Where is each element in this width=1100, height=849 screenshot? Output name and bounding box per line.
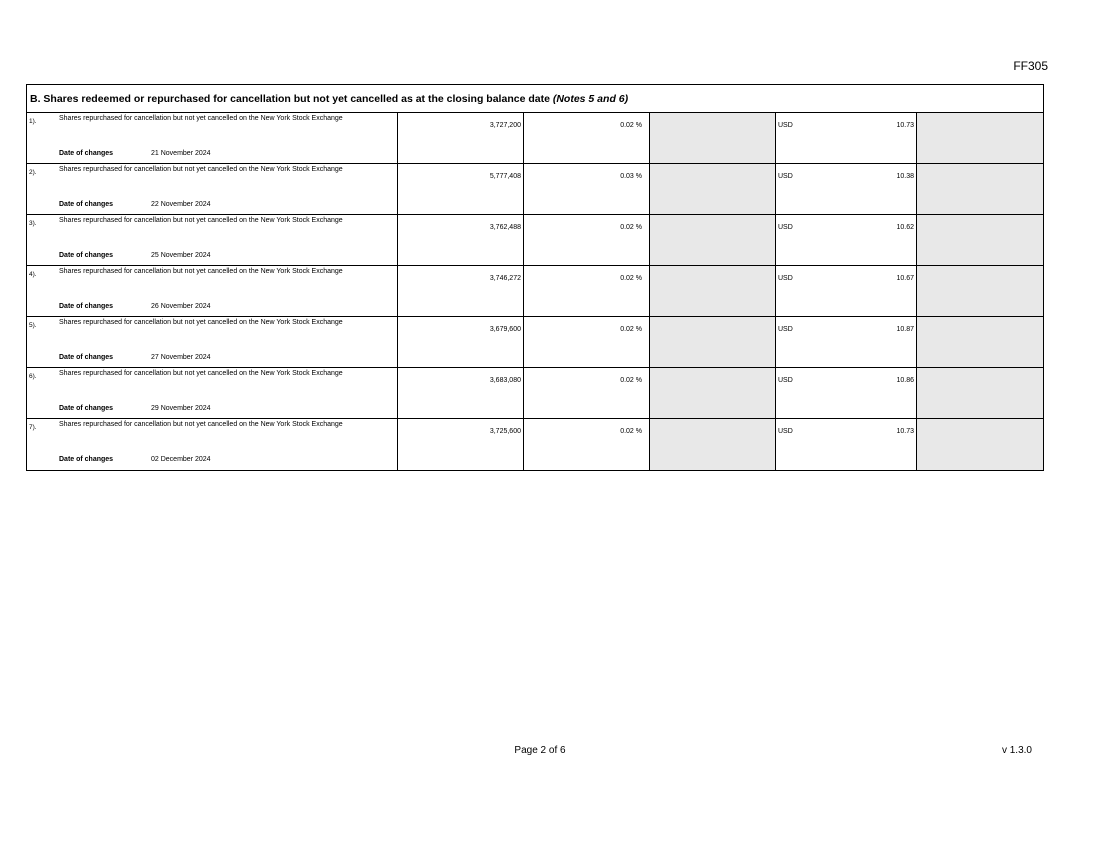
shaded-cell [650, 113, 776, 163]
table-row [27, 113, 1043, 164]
price-value: 10.62 [896, 224, 914, 231]
description-cell [27, 266, 398, 316]
percent-cell [524, 419, 650, 470]
row-description: Shares repurchased for cancellation but not yet cancelled on the New York Stock Exchange [59, 115, 343, 122]
date-of-changes-label: Date of changes [59, 201, 114, 208]
date-of-changes-value: 02 December 2024 [151, 456, 211, 463]
currency-value: USD [778, 224, 793, 231]
description-cell [27, 419, 398, 470]
shares-value: 3,725,600 [489, 428, 521, 435]
table-row [27, 317, 1043, 368]
form-code: FF305 [1013, 59, 1048, 73]
currency-value: USD [778, 275, 793, 282]
shares-value: 3,762,488 [489, 224, 521, 231]
row-index: 1). [29, 118, 37, 125]
row-description: Shares repurchased for cancellation but not yet cancelled on the New York Stock Exchange [59, 268, 343, 275]
percent-cell [524, 215, 650, 265]
row-index: 5). [29, 322, 37, 329]
price-cell [776, 113, 917, 163]
date-of-changes-label: Date of changes [59, 456, 114, 463]
date-of-changes-label: Date of changes [59, 303, 114, 310]
price-cell [776, 317, 917, 367]
description-cell [27, 113, 398, 163]
price-value: 10.38 [896, 173, 914, 180]
table-row [27, 215, 1043, 266]
table-row [27, 266, 1043, 317]
page-number: Page 2 of 6 [514, 745, 566, 756]
version-label: v 1.3.0 [1001, 745, 1032, 756]
description-cell [27, 368, 398, 418]
shares-cell [398, 164, 524, 214]
shares-redeemed-section [26, 84, 1044, 471]
percent-value: 0.02 % [620, 377, 642, 384]
row-description: Shares repurchased for cancellation but not yet cancelled on the New York Stock Exchange [59, 319, 343, 326]
percent-cell [524, 113, 650, 163]
table-row [27, 164, 1043, 215]
percent-value: 0.02 % [620, 224, 642, 231]
percent-value: 0.02 % [620, 428, 642, 435]
currency-value: USD [778, 377, 793, 384]
shaded-cell [917, 419, 1043, 470]
date-of-changes-value: 25 November 2024 [151, 252, 211, 259]
row-index: 7). [29, 424, 37, 431]
price-value: 10.67 [896, 275, 914, 282]
shares-value: 3,727,200 [489, 122, 521, 129]
shaded-cell [917, 164, 1043, 214]
shaded-cell [917, 368, 1043, 418]
description-cell [27, 215, 398, 265]
row-index: 6). [29, 373, 37, 380]
row-index: 3). [29, 220, 37, 227]
percent-cell [524, 266, 650, 316]
shaded-cell [650, 419, 776, 470]
date-of-changes-label: Date of changes [59, 405, 114, 412]
shaded-cell [650, 164, 776, 214]
shares-cell [398, 113, 524, 163]
table-row [27, 419, 1043, 470]
percent-cell [524, 164, 650, 214]
row-description: Shares repurchased for cancellation but not yet cancelled on the New York Stock Exchange [59, 166, 343, 173]
date-of-changes-label: Date of changes [59, 150, 114, 157]
row-description: Shares repurchased for cancellation but not yet cancelled on the New York Stock Exchange [59, 217, 343, 224]
percent-value: 0.02 % [620, 275, 642, 282]
percent-value: 0.02 % [620, 326, 642, 333]
shaded-cell [917, 215, 1043, 265]
price-cell [776, 368, 917, 418]
shaded-cell [917, 266, 1043, 316]
shares-cell [398, 215, 524, 265]
price-cell [776, 266, 917, 316]
row-index: 4). [29, 271, 37, 278]
date-of-changes-value: 27 November 2024 [151, 354, 211, 361]
table-row [27, 368, 1043, 419]
shaded-cell [650, 266, 776, 316]
description-cell [27, 317, 398, 367]
row-description: Shares repurchased for cancellation but not yet cancelled on the New York Stock Exchange [59, 421, 343, 428]
date-of-changes-value: 21 November 2024 [151, 150, 211, 157]
percent-cell [524, 317, 650, 367]
shares-value: 3,683,080 [489, 377, 521, 384]
section-notes: (Notes 5 and 6) [552, 93, 629, 105]
date-of-changes-value: 22 November 2024 [151, 201, 211, 208]
date-of-changes-label: Date of changes [59, 354, 114, 361]
price-cell [776, 215, 917, 265]
date-of-changes-label: Date of changes [59, 252, 114, 259]
shaded-cell [650, 368, 776, 418]
shares-cell [398, 317, 524, 367]
currency-value: USD [778, 173, 793, 180]
currency-value: USD [778, 428, 793, 435]
shaded-cell [650, 215, 776, 265]
percent-value: 0.02 % [620, 122, 642, 129]
price-cell [776, 419, 917, 470]
price-value: 10.87 [896, 326, 914, 333]
currency-value: USD [778, 122, 793, 129]
shares-cell [398, 266, 524, 316]
row-index: 2). [29, 169, 37, 176]
date-of-changes-value: 29 November 2024 [151, 405, 211, 412]
shares-value: 5,777,408 [489, 173, 521, 180]
section-title-text: B. Shares redeemed or repurchased for cancellation but not yet cancelled as at the closing balance date [30, 93, 550, 105]
currency-value: USD [778, 326, 793, 333]
date-of-changes-value: 26 November 2024 [151, 303, 211, 310]
shaded-cell [650, 317, 776, 367]
percent-cell [524, 368, 650, 418]
price-value: 10.86 [896, 377, 914, 384]
shares-value: 3,679,600 [489, 326, 521, 333]
shares-cell [398, 368, 524, 418]
shaded-cell [917, 113, 1043, 163]
shares-cell [398, 419, 524, 470]
row-description: Shares repurchased for cancellation but not yet cancelled on the New York Stock Exchange [59, 370, 343, 377]
price-cell [776, 164, 917, 214]
percent-value: 0.03 % [620, 173, 642, 180]
shaded-cell [917, 317, 1043, 367]
rows-container [27, 113, 1043, 470]
shares-value: 3,746,272 [489, 275, 521, 282]
description-cell [27, 164, 398, 214]
price-value: 10.73 [896, 428, 914, 435]
section-title [27, 85, 1043, 113]
price-value: 10.73 [896, 122, 914, 129]
